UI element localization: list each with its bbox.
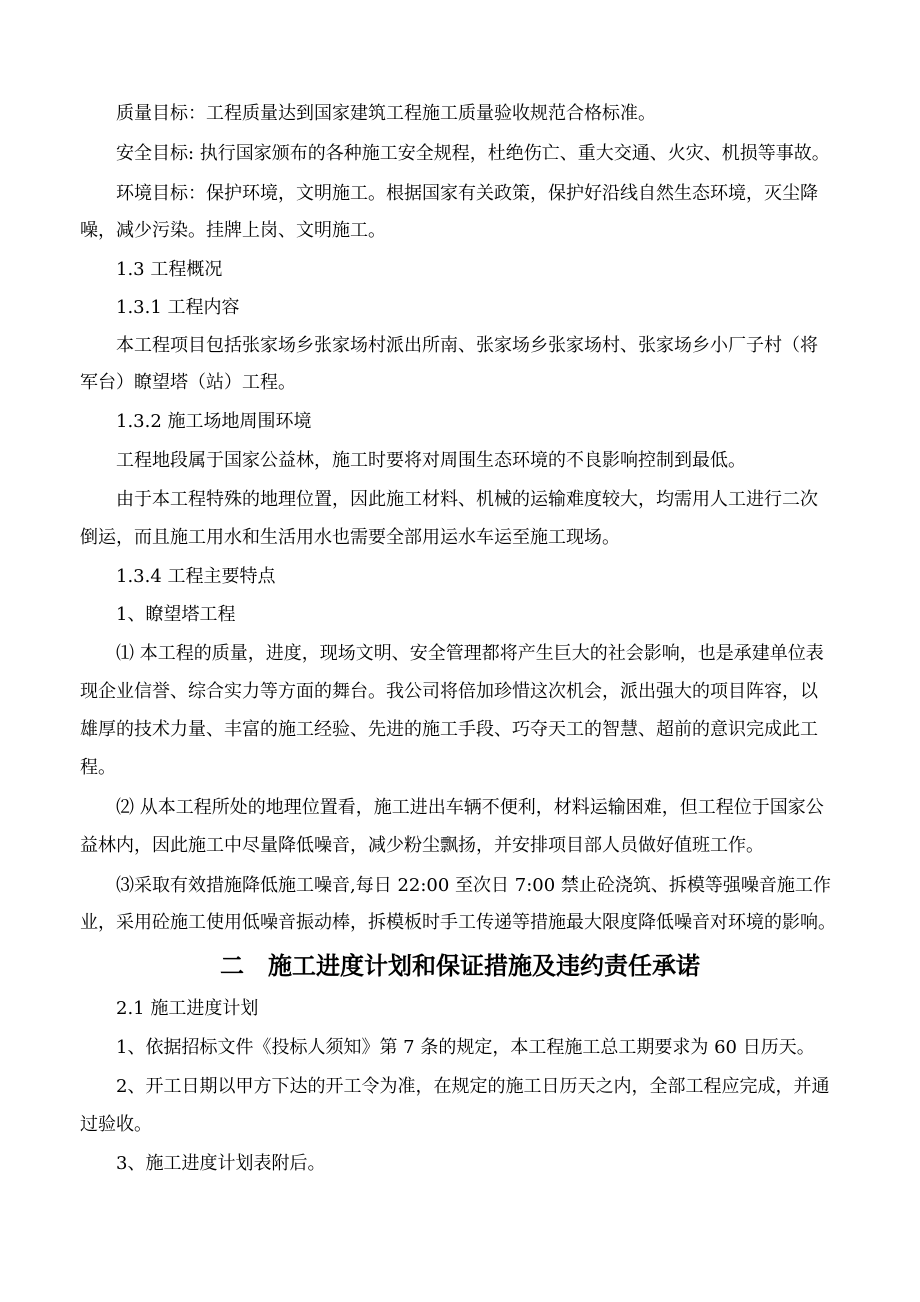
- paragraph-feature-1-cont: 程。: [80, 757, 116, 778]
- heading-1-3: 1.3 工程概况: [116, 259, 223, 280]
- section-heading: 二 施工进度计划和保证措施及违约责任承诺: [220, 952, 700, 980]
- paragraph-site-forest: 工程地段属于国家公益林，施工时要将对周围生态环境的不良影响控制到最低。: [116, 450, 746, 471]
- paragraph-schedule-2: 2、开工日期以甲方下达的开工令为准，在规定的施工日历天之内，全部工程应完成，并通: [116, 1076, 830, 1097]
- paragraph-project-scope: 本工程项目包括张家场乡张家场村派出所南、张家场乡张家场村、张家场乡小厂子村（将: [116, 335, 818, 356]
- heading-2-1: 2.1 施工进度计划: [116, 998, 259, 1019]
- paragraph-feature-1: ⑴ 本工程的质量，进度，现场文明、安全管理都将产生巨大的社会影响，也是承建单位表: [116, 643, 824, 664]
- paragraph-environment-goal: 环境目标：保护环境，文明施工。根据国家有关政策，保护好沿线自然生态环境，灭尘降: [116, 183, 818, 204]
- heading-watchtower: 1、瞭望塔工程: [116, 604, 236, 625]
- paragraph-feature-3: ⑶采取有效措施降低施工噪音,每日 22:00 至次日 7:00 禁止砼浇筑、拆模等强噪音施工作: [116, 875, 831, 896]
- paragraph-schedule-1: 1、依据招标文件《投标人须知》第 7 条的规定，本工程施工总工期要求为 60 日历天。: [116, 1037, 815, 1058]
- paragraph-feature-2-cont: 益林内，因此施工中尽量降低噪音，减少粉尘飘扬，并安排项目部人员做好值班工作。: [80, 835, 764, 856]
- heading-1-3-2: 1.3.2 施工场地周围环境: [116, 411, 312, 432]
- paragraph-quality-goal: 质量目标：工程质量达到国家建筑工程施工质量验收规范合格标准。: [116, 103, 656, 124]
- paragraph-site-location: 由于本工程特殊的地理位置，因此施工材料、机械的运输难度较大，均需用人工进行二次: [116, 489, 818, 510]
- paragraph-schedule-2-cont: 过验收。: [80, 1114, 152, 1135]
- paragraph-feature-1-cont: 现企业信誉、综合实力等方面的舞台。我公司将倍加珍惜这次机会，派出强大的项目阵容，以: [80, 681, 818, 702]
- paragraph-site-location-cont: 倒运，而且施工用水和生活用水也需要全部用运水车运至施工现场。: [80, 527, 620, 548]
- paragraph-feature-2: ⑵ 从本工程所处的地理位置看，施工进出车辆不便利，材料运输困难，但工程位于国家公: [116, 797, 824, 818]
- paragraph-project-scope-cont: 军台）瞭望塔（站）工程。: [80, 372, 296, 393]
- paragraph-feature-1-cont: 雄厚的技术力量、丰富的施工经验、先进的施工手段、巧夺天工的智慧、超前的意识完成此工: [80, 719, 818, 740]
- paragraph-environment-goal-cont: 噪，减少污染。挂牌上岗、文明施工。: [80, 220, 386, 241]
- heading-1-3-4: 1.3.4 工程主要特点: [116, 566, 276, 587]
- paragraph-schedule-3: 3、施工进度计划表附后。: [116, 1153, 326, 1174]
- paragraph-safety-goal: 安全目标: 执行国家颁布的各种施工安全规程，杜绝伤亡、重大交通、火灾、机损等事故。: [116, 143, 830, 164]
- heading-1-3-1: 1.3.1 工程内容: [116, 297, 240, 318]
- paragraph-feature-3-cont: 业，采用砼施工使用低噪音振动棒，拆模板时手工传递等措施最大限度降低噪音对环境的影响。: [80, 912, 836, 933]
